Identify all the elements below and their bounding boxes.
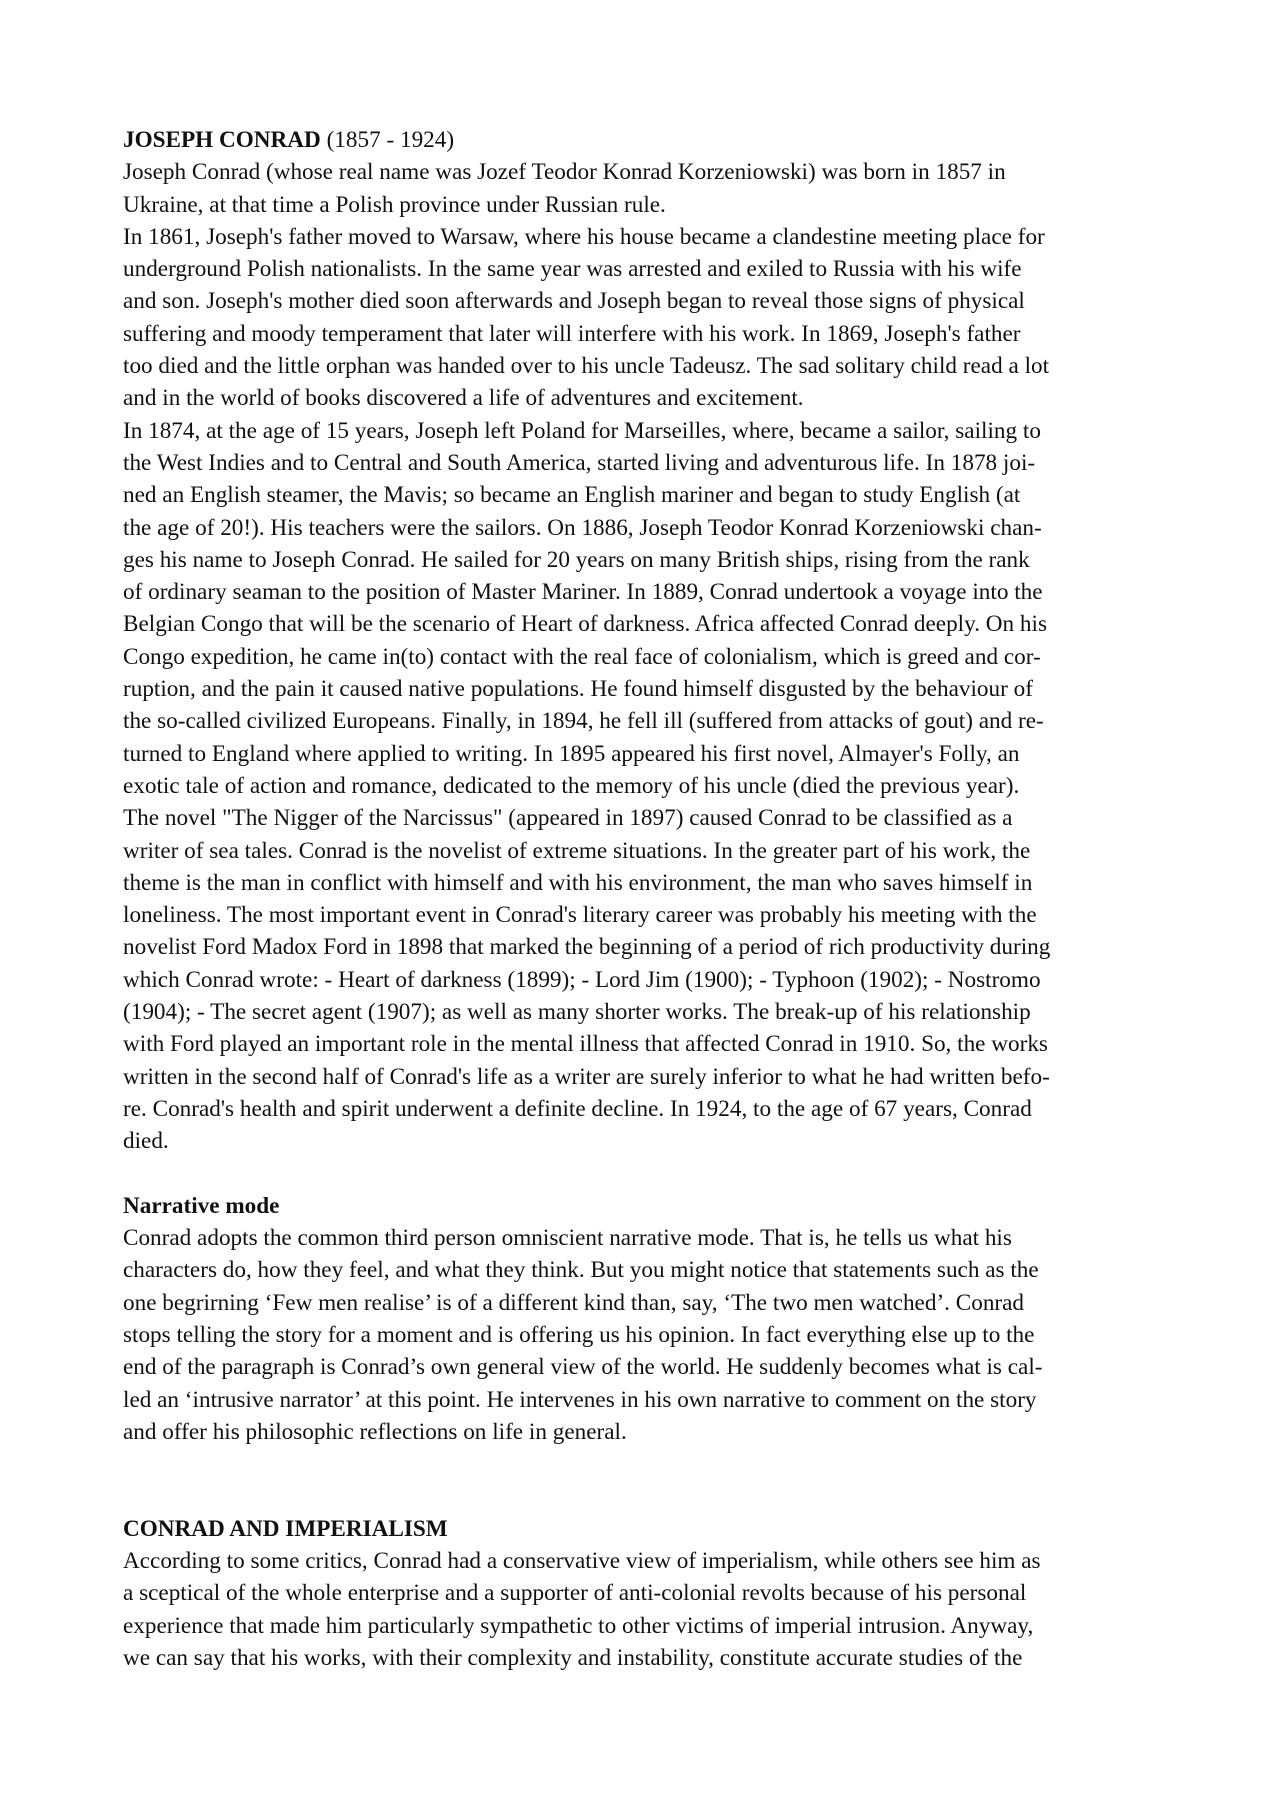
section-biography	[123, 156, 1163, 1157]
text-line: written in the second half of Conrad's life as a writer are surely inferior to what he had written befo-	[123, 1063, 1050, 1090]
text-line: ges his name to Joseph Conrad. He sailed for 20 years on many British ships, rising from the rank	[123, 546, 1030, 573]
text-line: which Conrad wrote: - Heart of darkness (1899); - Lord Jim (1900); - Typhoon (1902); - Nostromo	[123, 966, 1041, 993]
text-line: died.	[123, 1128, 169, 1155]
text-line: Ukraine, at that time a Polish province under Russian rule.	[123, 191, 666, 218]
text-line: characters do, how they feel, and what they think. But you might notice that statements such as the	[123, 1257, 1039, 1284]
text-line: one begrirning ‘Few men realise’ is of a different kind than, say, ‘The two men watched’. Conrad	[123, 1289, 1025, 1316]
text-line: In 1861, Joseph's father moved to Warsaw, where his house became a clandestine meeting place for	[123, 223, 1045, 250]
text-line: theme is the man in conflict with himself and with his environment, the man who saves himself in	[123, 869, 1033, 896]
text-line: Congo expedition, he came in(to) contact with the real face of colonialism, which is greed and cor-	[123, 643, 1041, 670]
text-line: too died and the little orphan was handed over to his uncle Tadeusz. The sad solitary child read a lot	[123, 353, 1050, 380]
text-line: turned to England where applied to writing. In 1895 appeared his first novel, Almayer's Folly, an	[123, 740, 1020, 767]
text-line: novelist Ford Madox Ford in 1898 that marked the beginning of a period of rich productivity during	[123, 934, 1051, 961]
section-imperialism	[123, 1545, 1163, 1674]
text-line: the West Indies and to Central and South America, started living and adventurous life. In 1878 joi-	[123, 449, 1036, 476]
text-line: ruption, and the pain it caused native populations. He found himself disgusted by the behaviour of	[123, 676, 1033, 703]
text-line: a sceptical of the whole enterprise and a supporter of anti-colonial revolts because of his personal	[123, 1580, 1027, 1607]
text-line: of ordinary seaman to the position of Master Mariner. In 1889, Conrad undertook a voyage into the	[123, 579, 1043, 606]
text-line: we can say that his works, with their complexity and instability, constitute accurate studies of the	[123, 1644, 1023, 1671]
text-line: Belgian Congo that will be the scenario of Heart of darkness. Africa affected Conrad deeply. On his	[123, 611, 1047, 638]
text-line: and son. Joseph's mother died soon afterwards and Joseph began to reveal those signs of physical	[123, 288, 1025, 315]
heading-dates: (1857 - 1924)	[320, 127, 455, 153]
section-heading-conrad-and-imperialism: CONRAD AND IMPERIALISM	[123, 1515, 448, 1542]
section-spacer	[123, 1158, 1163, 1190]
text-line: In 1874, at the age of 15 years, Joseph left Poland for Marseilles, where, became a sailor, sailing to	[123, 417, 1041, 444]
text-line: and in the world of books discovered a life of adventures and excitement.	[123, 385, 804, 412]
text-line: Conrad adopts the common third person omniscient narrative mode. That is, he tells us what his	[123, 1225, 1012, 1252]
text-line: loneliness. The most important event in Conrad's literary career was probably his meeting with the	[123, 902, 1037, 929]
section-spacer	[123, 1448, 1163, 1513]
text-line: end of the paragraph is Conrad’s own general view of the world. He suddenly becomes what is cal-	[123, 1354, 1043, 1381]
section-heading-joseph-conrad	[123, 124, 1163, 156]
text-line: experience that made him particularly sympathetic to other victims of imperial intrusion. Anyway,	[123, 1612, 1034, 1639]
text-line: suffering and moody temperament that later will interfere with his work. In 1869, Joseph's father	[123, 320, 1021, 347]
heading-title: JOSEPH CONRAD	[123, 127, 321, 153]
text-line: (1904); - The secret agent (1907); as well as many shorter works. The break-up of his relationship	[123, 999, 1031, 1026]
text-line: exotic tale of action and romance, dedicated to the memory of his uncle (died the previous year).	[123, 772, 1020, 799]
text-line: The novel "The Nigger of the Narcissus" (appeared in 1897) caused Conrad to be classified as a	[123, 805, 1013, 832]
text-line: Joseph Conrad (whose real name was Jozef Teodor Konrad Korzeniowski) was born in 1857 in	[123, 159, 1006, 186]
text-line: stops telling the story for a moment and is offering us his opinion. In fact everything else up to the	[123, 1321, 1035, 1348]
section-heading-narrative-mode: Narrative mode	[123, 1192, 280, 1219]
text-line: the so-called civilized Europeans. Finally, in 1894, he fell ill (suffered from attacks of gout) and re-	[123, 708, 1044, 735]
text-line: ned an English steamer, the Mavis; so became an English mariner and began to study English (at	[123, 482, 1021, 509]
text-line: led an ‘intrusive narrator’ at this point. He intervenes in his own narrative to comment on the story	[123, 1386, 1037, 1413]
text-line: the age of 20!). His teachers were the sailors. On 1886, Joseph Teodor Konrad Korzeniowski chan-	[123, 514, 1042, 541]
section-narrative-mode	[123, 1222, 1163, 1448]
text-line: writer of sea tales. Conrad is the novelist of extreme situations. In the greater part of his work, the	[123, 837, 1031, 864]
text-line: re. Conrad's health and spirit underwent a definite decline. In 1924, to the age of 67 years, Conrad	[123, 1095, 1032, 1122]
document-body	[123, 124, 1163, 1674]
text-line: According to some critics, Conrad had a conservative view of imperialism, while others see him as	[123, 1548, 1041, 1575]
text-line: and offer his philosophic reflections on life in general.	[123, 1418, 627, 1445]
text-line: with Ford played an important role in the mental illness that affected Conrad in 1910. So, the works	[123, 1031, 1048, 1058]
text-line: underground Polish nationalists. In the same year was arrested and exiled to Russia with his wife	[123, 256, 1022, 283]
